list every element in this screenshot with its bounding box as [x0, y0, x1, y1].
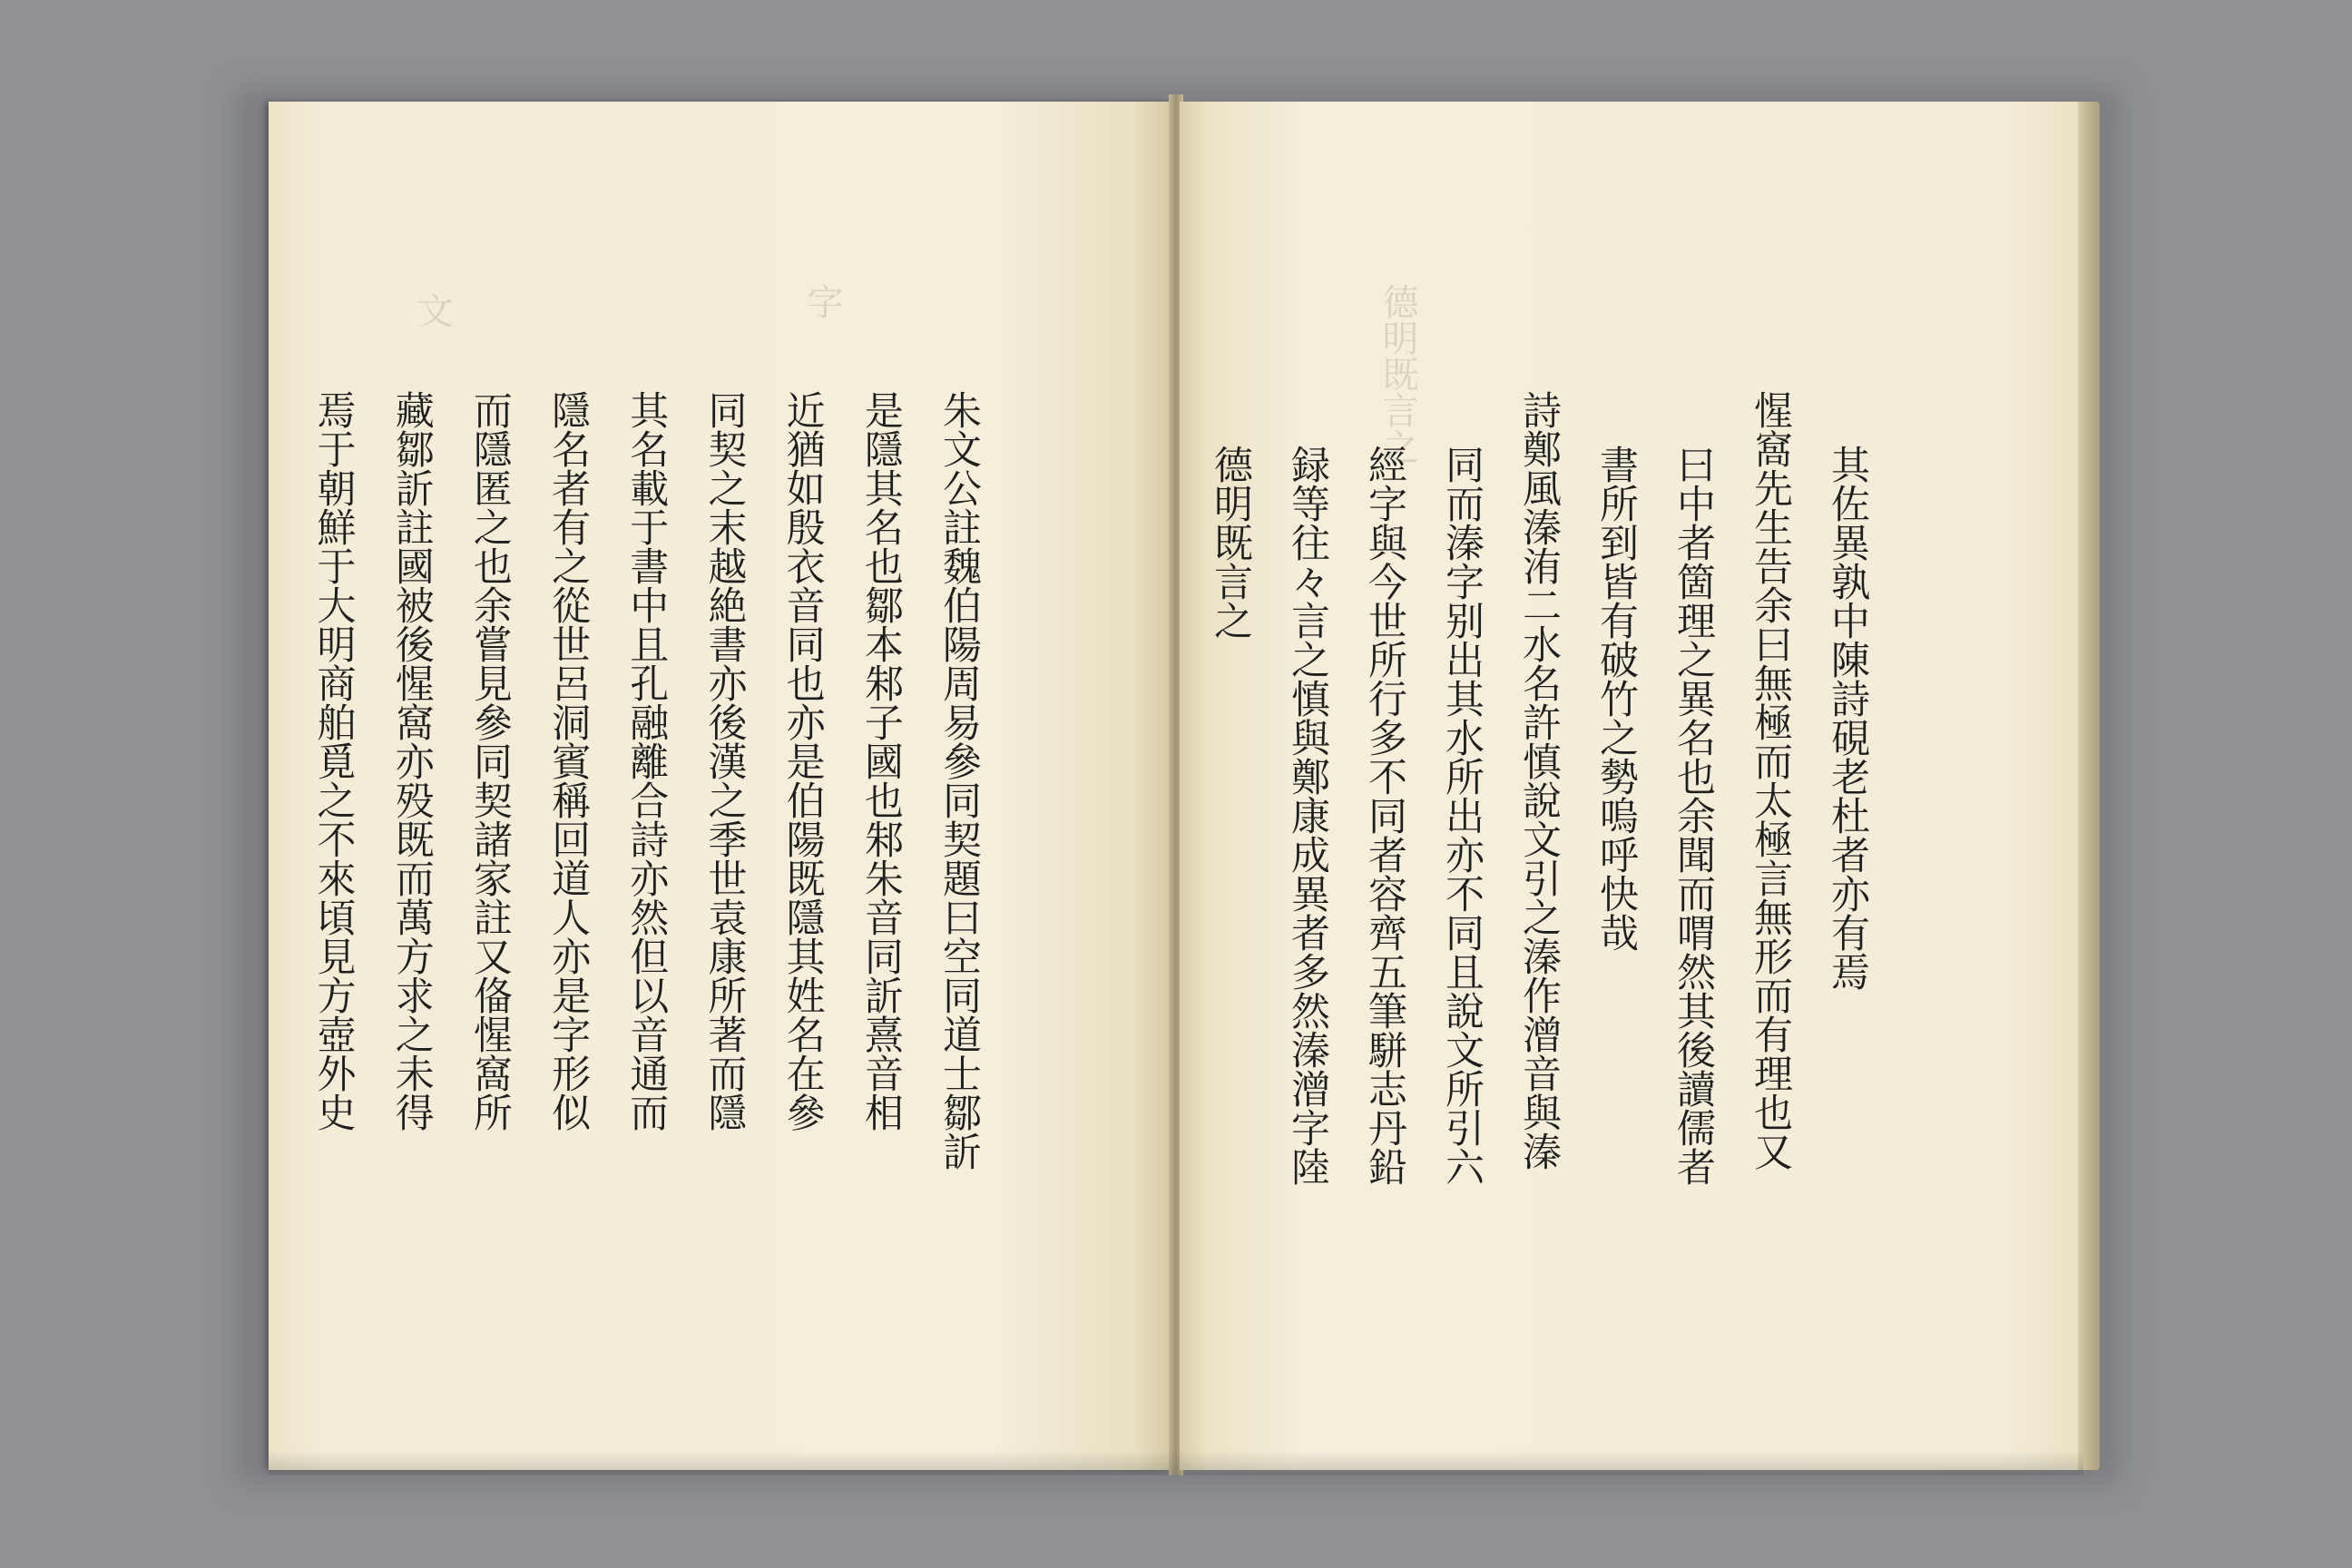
- text-column: 詩鄭風溱洧二水名許慎說文引之溱作潧音與溱: [1516, 390, 1562, 1171]
- text-column: 其佐異孰中陳詩硯老杜者亦有焉: [1825, 445, 1870, 992]
- text-column: 德明既言之: [1208, 445, 1253, 641]
- text-column: 書所到皆有破竹之勢嗚呼快哉: [1593, 445, 1639, 953]
- text-column: 經字與今世所行多不同者容齊五筆駢志丹鉛: [1362, 445, 1407, 1187]
- text-column: 近猶如殷衣音同也亦是伯陽既隱其姓名在參: [779, 390, 826, 1132]
- text-column: 朱文公註魏伯陽周易參同契題曰空同道士鄒訢: [936, 390, 982, 1171]
- text-column: 藏鄒訢註國被後惺窩亦殁既而萬方求之未得: [388, 390, 435, 1132]
- text-column: 焉于朝鮮于大明商舶覓之不來頃見方壺外史: [310, 390, 357, 1132]
- text-column: 其名載于書中且孔融離合詩亦然但以音通而: [623, 390, 670, 1132]
- page-bottom-shadow: [269, 1450, 2083, 1475]
- text-column: 是隱其名也鄒本邾子國也邾朱音同訢熹音相: [858, 390, 904, 1132]
- page-edge-stack: [2076, 102, 2100, 1470]
- left-page: [269, 102, 1172, 1470]
- right-page-text: [1181, 390, 1875, 1186]
- text-column: 惺窩先生告余曰無極而太極言無形而有理也又: [1748, 390, 1793, 1171]
- text-column: 隱名者有之從世呂洞賓稱回道人亦是字形似: [545, 390, 592, 1132]
- text-column: 曰中者箇理之異名也余聞而喟然其後讀儒者: [1671, 445, 1716, 1187]
- right-page: [1180, 102, 2078, 1470]
- text-column: 同而溱字别出其水所出亦不同且說文所引六: [1439, 445, 1485, 1187]
- text-column: 録等往々言之慎與鄭康成異者多然溱潧字陸: [1285, 445, 1330, 1187]
- left-page-text: [282, 390, 986, 1171]
- text-column: 而隱匿之也余嘗見參同契諸家註又俻惺窩所: [466, 390, 513, 1132]
- bleed-through-text: 字: [801, 283, 843, 319]
- bleed-through-text: 文: [411, 292, 453, 328]
- text-column: 同契之末越絶書亦後漢之季世袁康所著而隱: [701, 390, 748, 1132]
- bleed-through-text: 德明既言之: [1377, 283, 1418, 465]
